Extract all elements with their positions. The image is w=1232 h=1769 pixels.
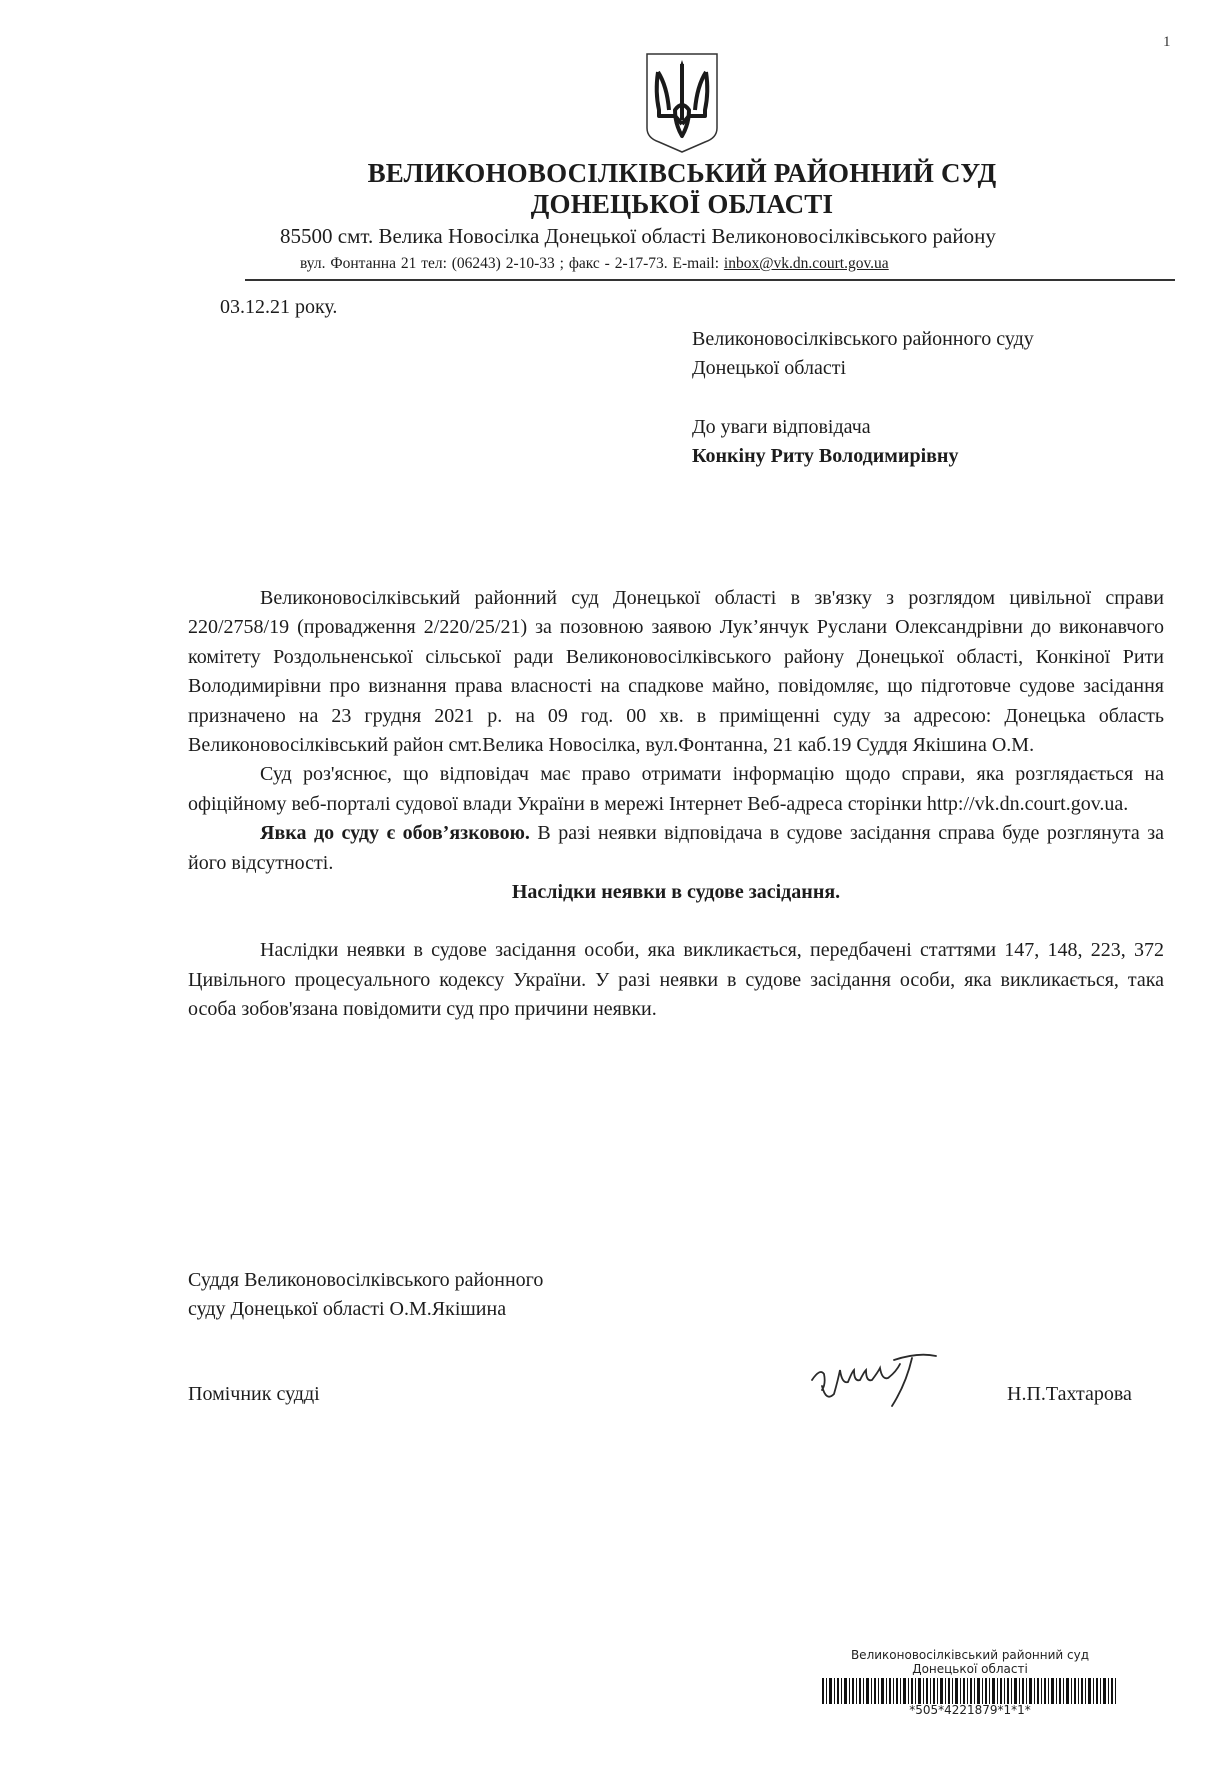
court-contacts [300,255,889,273]
barcode-label-line1: Великоновосілківський районний суд [850,1648,1090,1662]
letter-body [188,584,1164,1025]
judge-line1: Суддя Великоновосілківського районного [188,1269,544,1291]
assistant-name: Н.П.Тахтарова [1007,1383,1132,1405]
barcode-icon [822,1678,1118,1704]
court-name-line1: ВЕЛИКОНОВОСІЛКІВСЬКИЙ РАЙОННИЙ СУД [367,158,997,188]
judge-line2: суду Донецької області О.М.Якішина [188,1298,507,1320]
paragraph-consequences: Наслідки неявки в судове засідання особи, яка викликається, передбачені статтями 147, 148, 223, 372 Цивільного процесуального кодексу України. У разі неявки в судове засідання особи, яка викликається, така особа зобов'язана повідомити суд про причини неявки. [188,939,1164,1021]
attendance-mandatory: Явка до суду є обов’язковою. [260,822,530,845]
handwritten-signature-icon [808,1350,968,1410]
addressee-block [692,325,1034,471]
court-name-line2: ДОНЕЦЬКОЇ ОБЛАСТІ [530,189,834,219]
contacts-text: вул. Фонтанна 21 тел: (06243) 2-10-33 ; факс - 2-17-73. E-mail: [300,255,724,272]
coat-of-arms-icon [645,52,719,154]
addressee-line1: Великоновосілківського районного суду [692,328,1034,350]
document-date: 03.12.21 року. [220,296,338,318]
court-address: 85500 смт. Велика Новосілка Донецької області Великоновосілківського району [280,224,996,248]
court-name-header [0,158,1232,220]
addressee-name: Конкіну Риту Володимирівну [692,445,959,467]
addressee-line3: До уваги відповідача [692,416,871,438]
header-divider [245,279,1175,281]
paragraph-info-rights: Суд роз'яснює, що відповідач має право отримати інформацію щодо справи, яка розглядається на офіційному веб-порталі судової влади України в мережі Інтернет Веб-адреса сторінки http://vk.dn.court.gov.ua. [188,763,1164,815]
page-number: 1 [1163,34,1171,50]
email-link[interactable]: inbox@vk.dn.court.gov.ua [723,255,889,272]
section-heading: Наслідки неявки в судове засідання. [511,881,841,904]
assistant-title: Помічник судді [188,1383,320,1405]
document-barcode [820,1648,1120,1717]
paragraph-hearing-notice: Великоновосілківський районний суд Донецької області в зв'язку з розглядом цивільної справи 220/2758/19 (провадження 2/220/25/21) за позовною заявою Лук’янчук Руслани Олександрівни до виконавчого комітету Роздольненської сільської ради Великоновосілківського району Донецької області, Конкіної Рити Володимирівни про визнання права власності на спадкове майно, повідомляє, що підготовче судове засідання призначено на 23 грудня 2021 р. на 09 год. 00 хв. в приміщенні суду за адресою: Донецька область Великоновосілківський район смт.Велика Новосілка, вул.Фонтанна, 21 каб.19 Суддя Якішина О.М. [188,587,1164,757]
barcode-number: *505*4221879*1*1* [909,1703,1031,1717]
barcode-label-line2: Донецької області [912,1662,1028,1676]
paragraph-attendance [188,819,1164,878]
addressee-line2: Донецької області [692,357,847,379]
judge-signature-block [188,1266,543,1324]
attendance-rest: В разі неявки відповідача в судове засідання справа буде розглянута за його відсутності. [188,822,1164,874]
